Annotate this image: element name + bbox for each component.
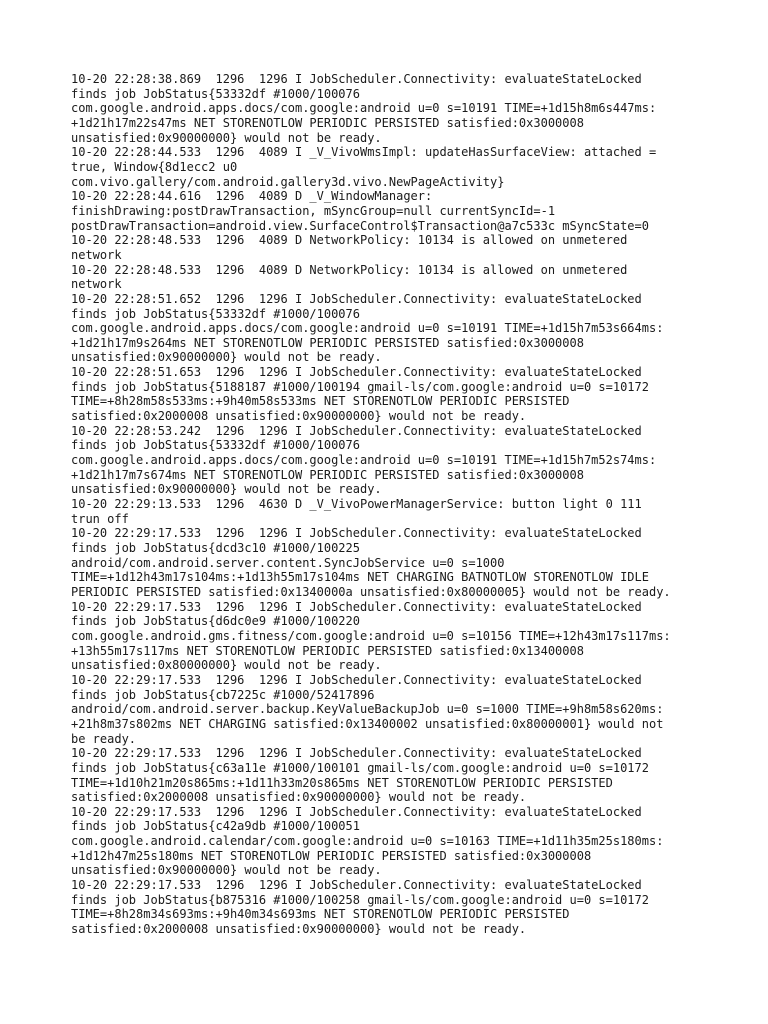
log-line: finds job JobStatus{c63a11e #1000/100101 gmail-ls/com.google:android u=0 s=10172 <box>71 760 649 775</box>
log-line: 10-20 22:29:13.533 1296 4630 D _V_VivoPowerManagerService: button light 0 111 <box>71 497 642 512</box>
log-line: unsatisfied:0x90000000} would not be ready. <box>71 863 382 878</box>
log-line: 10-20 22:29:17.533 1296 1296 I JobScheduler.Connectivity: evaluateStateLocked <box>71 672 642 687</box>
log-line: finds job JobStatus{5188187 #1000/100194 gmail-ls/com.google:android u=0 s=10172 <box>71 379 649 394</box>
log-line: unsatisfied:0x90000000} would not be ready. <box>71 482 382 497</box>
log-line: network <box>71 247 122 262</box>
log-line: satisfied:0x2000008 unsatisfied:0x90000000} would not be ready. <box>71 790 527 805</box>
log-line: 10-20 22:28:48.533 1296 4089 D NetworkPolicy: 10134 is allowed on unmetered <box>71 262 628 277</box>
log-line: 10-20 22:29:17.533 1296 1296 I JobScheduler.Connectivity: evaluateStateLocked <box>71 526 642 541</box>
log-line: 10-20 22:28:44.616 1296 4089 D _V_WindowManager: <box>71 189 433 204</box>
log-line: android/com.android.server.content.SyncJobService u=0 s=1000 <box>71 555 505 570</box>
log-line: 10-20 22:28:44.533 1296 4089 I _V_VivoWmsImpl: updateHasSurfaceView: attached = <box>71 145 657 160</box>
log-line: 10-20 22:29:17.533 1296 1296 I JobScheduler.Connectivity: evaluateStateLocked <box>71 804 642 819</box>
log-line: 10-20 22:28:53.242 1296 1296 I JobScheduler.Connectivity: evaluateStateLocked <box>71 423 642 438</box>
log-line: finds job JobStatus{53332df #1000/100076 <box>71 438 360 453</box>
log-line: com.google.android.apps.docs/com.google:android u=0 s=10191 TIME=+1d15h7m53s664ms: <box>71 321 664 336</box>
log-line: com.google.android.apps.docs/com.google:android u=0 s=10191 TIME=+1d15h7m52s74ms: <box>71 453 657 468</box>
log-line: unsatisfied:0x90000000} would not be ready. <box>71 130 382 145</box>
log-line: 10-20 22:28:51.652 1296 1296 I JobScheduler.Connectivity: evaluateStateLocked <box>71 291 642 306</box>
log-line: finds job JobStatus{53332df #1000/100076 <box>71 86 360 101</box>
log-line: be ready. <box>71 731 137 746</box>
log-line: android/com.android.server.backup.KeyValueBackupJob u=0 s=1000 TIME=+9h8m58s620ms: <box>71 702 664 717</box>
log-document <box>71 72 711 937</box>
log-line: satisfied:0x2000008 unsatisfied:0x90000000} would not be ready. <box>71 922 527 937</box>
log-line: finds job JobStatus{dcd3c10 #1000/100225 <box>71 541 360 555</box>
log-line: TIME=+8h28m34s693ms:+9h40m34s693ms NET STORENOTLOW PERIODIC PERSISTED <box>71 907 570 922</box>
log-line: +21h8m37s802ms NET CHARGING satisfied:0x13400002 unsatisfied:0x80000001} would not <box>71 716 664 731</box>
log-line: 10-20 22:28:38.869 1296 1296 I JobScheduler.Connectivity: evaluateStateLocked <box>71 72 642 86</box>
log-line: +13h55m17s117ms NET STORENOTLOW PERIODIC PERSISTED satisfied:0x13400008 <box>71 643 584 658</box>
log-line: trun off <box>71 511 129 526</box>
log-line: +1d21h17m22s47ms NET STORENOTLOW PERIODIC PERSISTED satisfied:0x3000008 <box>71 115 584 130</box>
log-line: TIME=+1d10h21m20s865ms:+1d11h33m20s865ms NET STORENOTLOW PERIODIC PERSISTED <box>71 775 613 790</box>
log-line: satisfied:0x2000008 unsatisfied:0x90000000} would not be ready. <box>71 409 527 424</box>
log-line: TIME=+8h28m58s533ms:+9h40m58s533ms NET STORENOTLOW PERIODIC PERSISTED <box>71 394 570 409</box>
log-line: finds job JobStatus{c42a9db #1000/100051 <box>71 819 360 834</box>
log-line: com.google.android.calendar/com.google:android u=0 s=10163 TIME=+1d11h35m25s180ms: <box>71 834 664 849</box>
log-line: postDrawTransaction=android.view.SurfaceControl$Transaction@a7c533c mSyncState=0 <box>71 218 649 233</box>
log-line: 10-20 22:29:17.533 1296 1296 I JobScheduler.Connectivity: evaluateStateLocked <box>71 746 642 761</box>
log-line: com.vivo.gallery/com.android.gallery3d.vivo.NewPageActivity} <box>71 174 505 189</box>
log-line: unsatisfied:0x80000000} would not be ready. <box>71 658 382 673</box>
log-line: +1d21h17m7s674ms NET STORENOTLOW PERIODIC PERSISTED satisfied:0x3000008 <box>71 467 584 482</box>
log-line: finds job JobStatus{b875316 #1000/100258 gmail-ls/com.google:android u=0 s=10172 <box>71 892 649 907</box>
log-line: PERIODIC PERSISTED satisfied:0x1340000a unsatisfied:0x80000005} would not be ready. <box>71 584 671 599</box>
log-line: unsatisfied:0x90000000} would not be ready. <box>71 350 382 365</box>
log-line: com.google.android.gms.fitness/com.google:android u=0 s=10156 TIME=+12h43m17s117ms: <box>71 628 671 643</box>
log-line: finds job JobStatus{d6dc0e9 #1000/100220 <box>71 614 360 629</box>
log-line: true, Window{8d1ecc2 u0 <box>71 159 238 174</box>
log-line: TIME=+1d12h43m17s104ms:+1d13h55m17s104ms NET CHARGING BATNOTLOW STORENOTLOW IDLE <box>71 570 649 585</box>
log-line: 10-20 22:29:17.533 1296 1296 I JobScheduler.Connectivity: evaluateStateLocked <box>71 599 642 614</box>
log-line: 10-20 22:29:17.533 1296 1296 I JobScheduler.Connectivity: evaluateStateLocked <box>71 878 642 893</box>
log-line: +1d12h47m25s180ms NET STORENOTLOW PERIODIC PERSISTED satisfied:0x3000008 <box>71 848 592 863</box>
log-line: +1d21h17m9s264ms NET STORENOTLOW PERIODIC PERSISTED satisfied:0x3000008 <box>71 335 584 350</box>
log-line: 10-20 22:28:48.533 1296 4089 D NetworkPolicy: 10134 is allowed on unmetered <box>71 233 628 248</box>
log-line: finds job JobStatus{cb7225c #1000/52417896 <box>71 687 375 702</box>
log-line: network <box>71 277 122 292</box>
log-line: 10-20 22:28:51.653 1296 1296 I JobScheduler.Connectivity: evaluateStateLocked <box>71 365 642 380</box>
log-line: finds job JobStatus{53332df #1000/100076 <box>71 306 360 321</box>
log-line: finishDrawing:postDrawTransaction, mSyncGroup=null currentSyncId=-1 <box>71 203 556 218</box>
log-line: com.google.android.apps.docs/com.google:android u=0 s=10191 TIME=+1d15h8m6s447ms: <box>71 101 657 116</box>
